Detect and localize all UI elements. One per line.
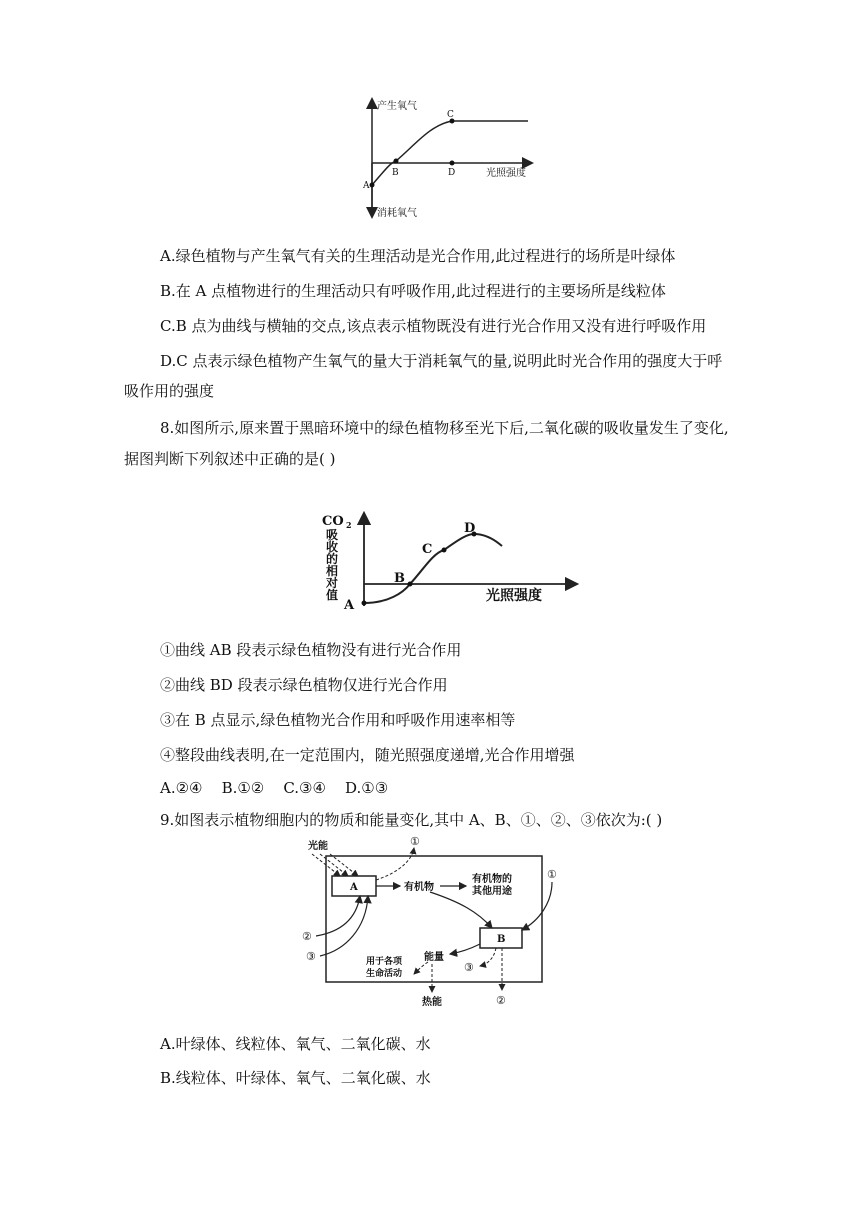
c2-bottom-label: ②	[496, 994, 506, 1007]
point-b-marker	[408, 582, 413, 587]
box-a-label: A	[350, 882, 358, 893]
q7-option-a: A.绿色植物与产生氧气有关的生理活动是光合作用,此过程进行的场所是叶绿体	[160, 247, 676, 265]
c2-left-label: ②	[302, 930, 312, 943]
heat-label: 热能	[422, 997, 442, 1008]
arrow-c1-to-b	[522, 882, 552, 930]
point-b-label: B	[392, 168, 399, 178]
life-label-2: 生命活动	[366, 969, 403, 979]
point-d-label: D	[464, 521, 476, 536]
point-b-marker	[394, 159, 399, 164]
c3-left-label: ③	[306, 950, 316, 963]
y-bottom-label: 消耗氧气	[377, 208, 417, 219]
energy-label: 能量	[424, 952, 444, 963]
point-d-label: D	[448, 168, 456, 178]
point-b-label: B	[394, 571, 405, 586]
q7-option-b: B.在 A 点植物进行的生理活动只有呼吸作用,此过程进行的主要场所是线粒体	[160, 282, 666, 300]
point-c-label: C	[422, 542, 433, 557]
point-c-marker	[442, 548, 447, 553]
point-a-marker	[362, 601, 367, 606]
life-label-1: 用于各项	[366, 957, 403, 967]
other-use-label-2: 其他用途	[472, 886, 512, 897]
arrow-b-to-energy	[450, 944, 480, 954]
q8-statement-2: ②曲线 BD 段表示绿色植物仅进行光合作用	[160, 676, 448, 694]
organic-label: 有机物	[404, 882, 434, 893]
arrow-c3-to-a	[320, 896, 368, 956]
q7-option-d: D.C 点表示绿色植物产生氧气的量大于消耗氧气的量,说明此时光合作用的强度大于呼	[160, 352, 723, 370]
y-label-char-5: 对	[326, 576, 339, 590]
y-label-char-3: 的	[326, 552, 339, 566]
c1-top-label: ①	[410, 835, 420, 848]
point-a-label: A	[344, 598, 355, 613]
light-label: 光能	[308, 841, 328, 852]
x-label: 光照强度	[486, 588, 542, 604]
arrow-b-to-c3	[480, 948, 496, 966]
co2-light-figure	[318, 508, 580, 618]
co2-curve	[364, 534, 502, 603]
arrow-a-to-c1	[376, 848, 414, 880]
q8-statement-1: ①曲线 AB 段表示绿色植物没有进行光合作用	[160, 641, 462, 659]
point-a-label: A	[363, 181, 370, 191]
point-c-label: C	[447, 110, 454, 120]
q7-option-c: C.B 点为曲线与横轴的交点,该点表示植物既没有进行光合作用又没有进行呼吸作用	[160, 317, 707, 335]
arrow-c2-to-a	[316, 896, 360, 936]
y-top-label: 产生氧气	[377, 101, 417, 112]
q8-options: A.②④ B.①② C.③④ D.①③	[160, 779, 389, 797]
c3-right-label: ③	[464, 961, 474, 974]
oxygen-light-figure	[360, 95, 540, 225]
arrow-energy-to-life	[414, 962, 428, 974]
y-label-char-4: 相	[326, 564, 339, 578]
q8-statement-3: ③在 B 点显示,绿色植物光合作用和呼吸作用速率相等	[160, 711, 516, 729]
x-label: 光照强度	[486, 168, 526, 179]
y-label-char-6: 值	[326, 588, 339, 602]
y-label-char-1: 吸	[326, 528, 339, 542]
other-use-label-1: 有机物的	[472, 874, 512, 885]
q8-stem-line1: 8.如图所示,原来置于黑暗环境中的绿色植物移至光下后,二氧化碳的吸收量发生了变化,	[160, 419, 729, 437]
y-label-co: CO	[322, 514, 344, 529]
q8-stem-line2: 据图判断下列叙述中正确的是( )	[124, 450, 336, 468]
point-d-marker	[450, 161, 455, 166]
y-label-sub: 2	[346, 520, 352, 530]
box-b-label: B	[497, 934, 506, 945]
arrow-organic-to-b	[430, 892, 492, 928]
q9-option-b: B.线粒体、叶绿体、氧气、二氧化碳、水	[160, 1069, 431, 1087]
q9-stem: 9.如图表示植物细胞内的物质和能量变化,其中 A、B、①、②、③依次为:( )	[160, 811, 663, 829]
q7-option-d-cont: 吸作用的强度	[124, 382, 215, 400]
q9-option-a: A.叶绿体、线粒体、氧气、二氧化碳、水	[160, 1035, 431, 1053]
c1-right-label: ①	[547, 868, 557, 881]
cell-energy-diagram	[300, 832, 570, 1010]
q8-statement-4: ④整段曲线表明,在一定范围内，随光照强度递增,光合作用增强	[160, 746, 575, 764]
y-label-char-2: 收	[326, 540, 339, 554]
point-a-marker	[370, 183, 375, 188]
